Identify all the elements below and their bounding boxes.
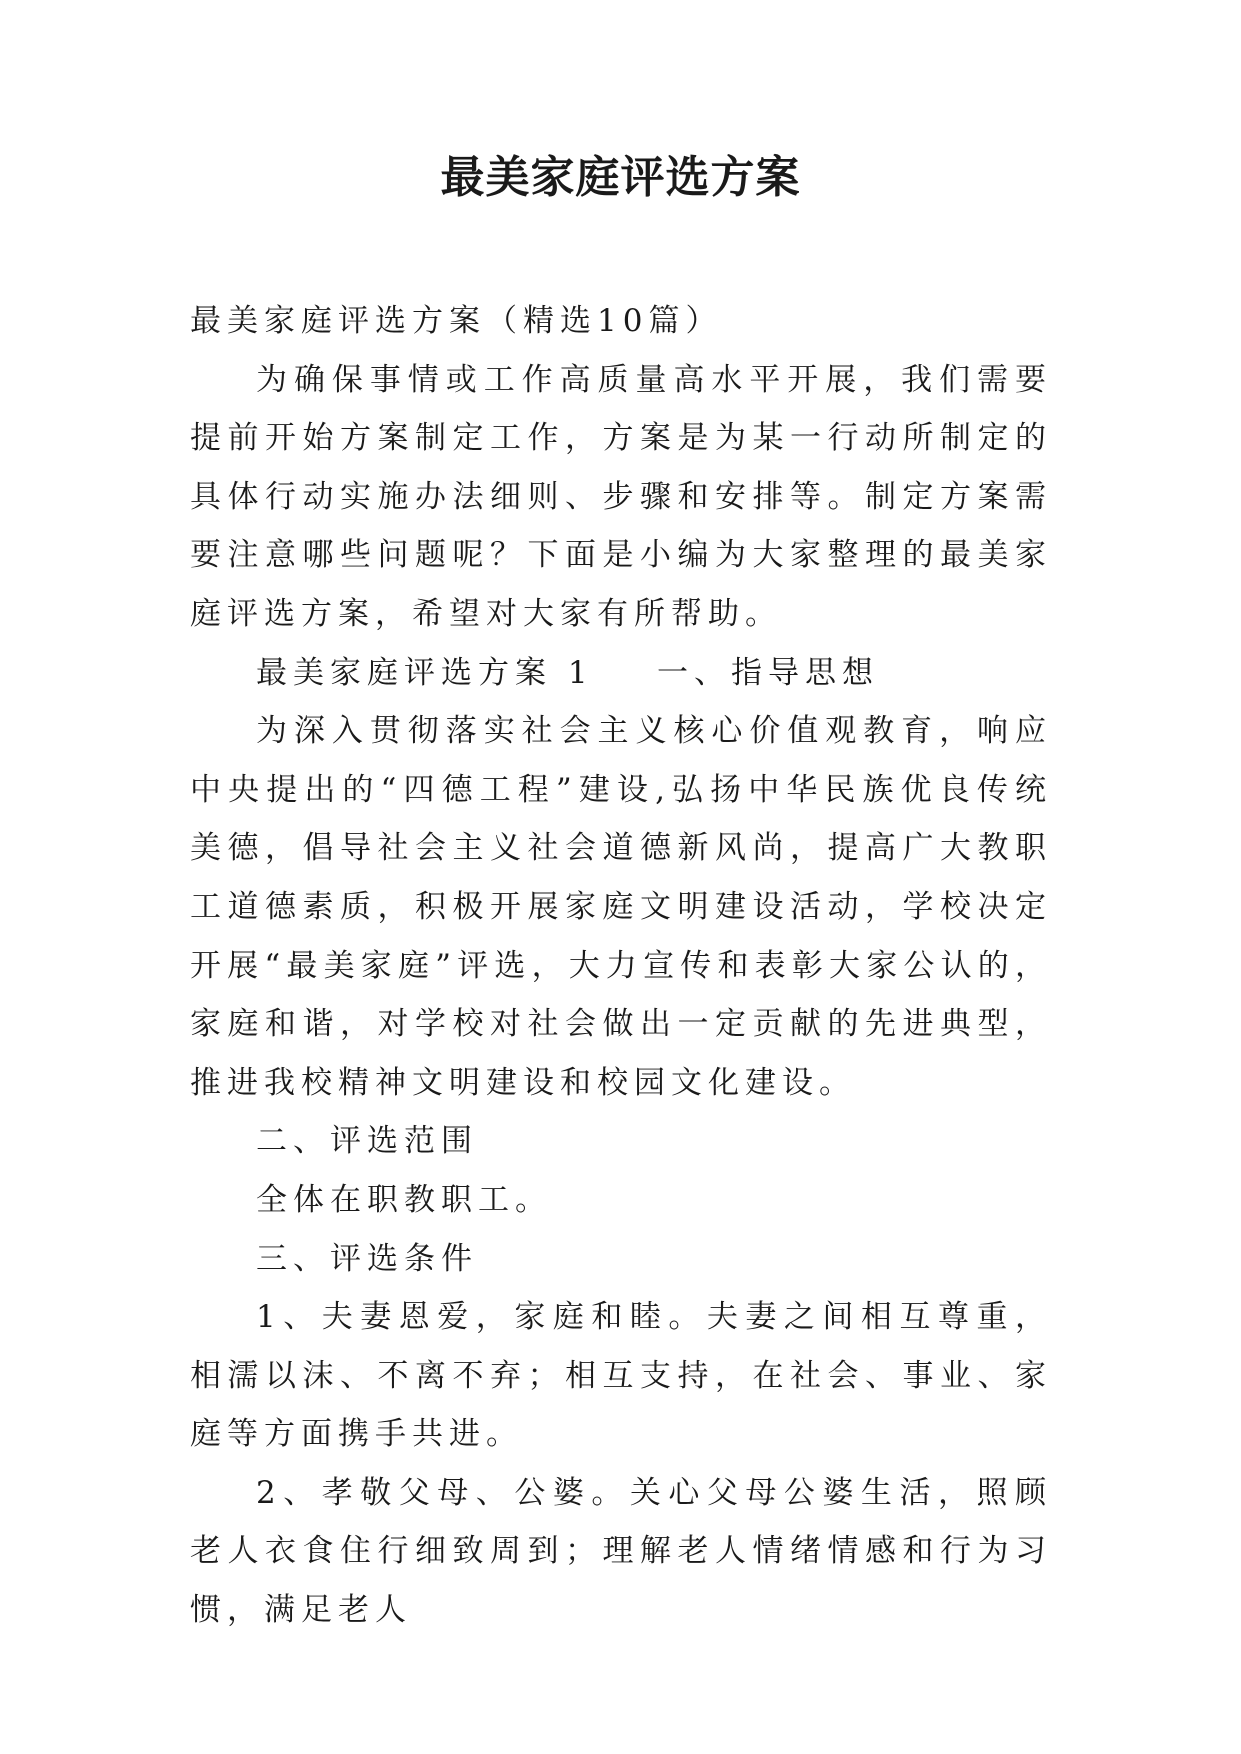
paragraph-subtitle: 最美家庭评选方案（精选10篇） [190,303,723,339]
paragraph-condition-2: 2、孝敬父母、公婆。关心父母公婆生活，照顾老人衣食住行细致周到；理解老人情绪情感和行为习惯，满足老人 [190,1474,1052,1629]
document-body [190,292,1052,1640]
paragraph-section-heading-1: 最美家庭评选方案 1 一、指导思想 [256,654,879,691]
paragraph-scope: 全体在职教职工。 [256,1181,552,1218]
document-title: 最美家庭评选方案 [440,152,801,203]
paragraph-guiding-thought: 为深入贯彻落实社会主义核心价值观教育，响应中央提出的“四德工程”建设,弘扬中华民族优良传统美德，倡导社会主义社会道德新风尚，提高广大教职工道德素质，积极开展家庭文明建设活动，学校决定开展“最美家庭”评选，大力宣传和表彰大家公认的，家庭和谐，对学校对社会做出一定贡献的先进典型，推进我校精神文明建设和校园文化建设。 [190,713,1052,1101]
paragraph-condition-1: 1、夫妻恩爱，家庭和睦。夫妻之间相互尊重，相濡以沫、不离不弃；相互支持，在社会、事业、家庭等方面携手共进。 [190,1299,1052,1453]
paragraph-heading-conditions: 三、评选条件 [256,1240,478,1277]
paragraph-intro: 为确保事情或工作高质量高水平开展，我们需要提前开始方案制定工作，方案是为某一行动所制定的具体行动实施办法细则、步骤和安排等。制定方案需要注意哪些问题呢？下面是小编为大家整理的最美家庭评选方案，希望对大家有所帮助。 [190,361,1052,632]
paragraph-heading-scope: 二、评选范围 [256,1123,478,1160]
